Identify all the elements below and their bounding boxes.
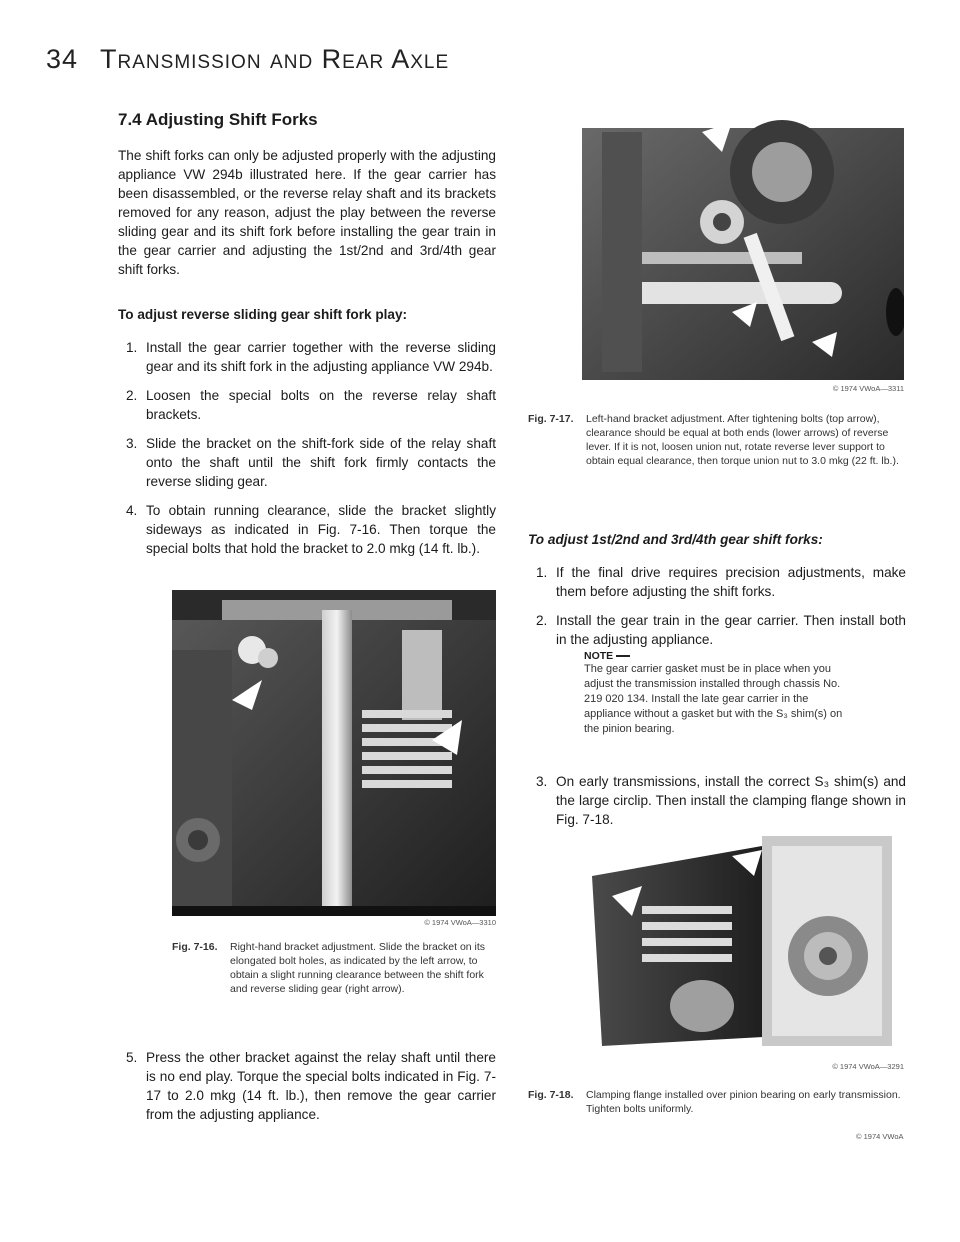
fig-7-17-credit: © 1974 VWoA—3311 [832, 384, 904, 393]
fig-7-18-photo [582, 836, 904, 1058]
list-item: 4. To obtain running clearance, slide the bracket slightly sideways as indicated in Fig. 7-16. Then torque the special bolts that hold the bracket to 2.0 mkg (14 ft. lb.). [126, 503, 496, 556]
list-item: 1. If the final drive requires precision adjustments, make them before adjusting the shift forks. [536, 565, 906, 599]
chapter-title: Transmission and Rear Axle [100, 44, 450, 74]
section-title: 7.4 Adjusting Shift Forks [118, 110, 318, 129]
note-heading: NOTE [584, 650, 852, 662]
fig-label: Fig. 7-17. [528, 413, 574, 425]
transmission-bracket-image [172, 590, 496, 916]
left-column-continued [118, 1048, 496, 1134]
note-rule [616, 655, 630, 657]
list-item: 2. Install the gear train in the gear carrier. Then install both in the adjusting appliance. [536, 613, 906, 647]
fig-label: Fig. 7-18. [528, 1089, 574, 1101]
fig-7-16-caption [172, 940, 496, 996]
list-item: 2. Loosen the special bolts on the reverse relay shaft brackets. [126, 388, 496, 422]
fig-7-18-caption [528, 1088, 906, 1116]
forks-steps-list-continued [528, 772, 906, 829]
right-column-continued [528, 772, 906, 839]
list-item: 1. Install the gear carrier together with the reverse sliding gear and its shift fork in the adjusting appliance VW 294b. [126, 340, 496, 374]
right-column [528, 530, 906, 659]
list-item: 3. Slide the bracket on the shift-fork side of the relay shaft onto the shaft until the shift fork firmly contacts the reverse sliding gear. [126, 436, 496, 489]
note-block [584, 650, 852, 737]
forks-procedure-heading: To adjust 1st/2nd and 3rd/4th gear shift forks: [528, 532, 823, 547]
page-number: 34 [46, 44, 79, 74]
fig-7-18-credit: © 1974 VWoA—3291 [832, 1062, 904, 1071]
caption-text: Left-hand bracket adjustment. After tightening bolts (top arrow), clearance should be equal at both ends (lower arrows) of reverse lever. If it is not, loosen union nut, rotate reverse lever support to obtain equal clearance, then torque union nut to 3.0 mkg (22 ft. lb.). [586, 413, 899, 467]
fig-label: Fig. 7-16. [172, 941, 218, 953]
caption-text: Right-hand bracket adjustment. Slide the bracket on its elongated bolt holes, as indicated by the left arrow, to obtain a slight running clearance between the shift fork and reverse sliding gear (right arrow). [230, 941, 486, 995]
reverse-steps-list [118, 338, 496, 558]
fig-7-17-caption [528, 412, 906, 468]
caption-text: Clamping flange installed over pinion bearing on early transmission. Tighten bolts uniformly. [586, 1089, 901, 1115]
clamping-flange-image [582, 836, 904, 1058]
intro-paragraph: The shift forks can only be adjusted properly with the adjusting appliance VW 294b illustrated here. If the gear carrier has been disassembled, or the reverse relay shaft and its brackets removed for any reason, adjust the play between the reverse sliding gear and its shift fork before installing the gear train in the gear carrier and adjusting the 1st/2nd and 3rd/4th gear shift forks. [118, 148, 496, 277]
reverse-steps-list-continued [118, 1048, 496, 1124]
list-item: 3. On early transmissions, install the correct S₃ shim(s) and the large circlip. Then install the clamping flange shown in Fig. 7-18. [536, 774, 906, 827]
fig-7-16-photo [172, 590, 496, 916]
reverse-procedure-heading: To adjust reverse sliding gear shift fork play: [118, 307, 408, 322]
page-header [46, 44, 449, 75]
left-bracket-image [582, 112, 904, 380]
footer-credit: © 1974 VWoA [856, 1132, 904, 1141]
list-item: 5. Press the other bracket against the relay shaft until there is no end play. Torque the special bolts indicated in Fig. 7-17 to 2.0 mkg (14 ft. lb.), then remove the gear carrier from the adjusting appliance. [126, 1050, 496, 1122]
fig-7-17-photo [582, 112, 904, 380]
forks-steps-list [528, 563, 906, 649]
note-text: The gear carrier gasket must be in place when you adjust the transmission installed through chassis No. 219 020 134. Install the late gear carrier in the appliance without a gasket but with the S₃ shim(s) on the pinion bearing. [584, 663, 843, 735]
left-column [118, 146, 496, 568]
fig-7-16-credit: © 1974 VWoA—3310 [424, 918, 496, 927]
